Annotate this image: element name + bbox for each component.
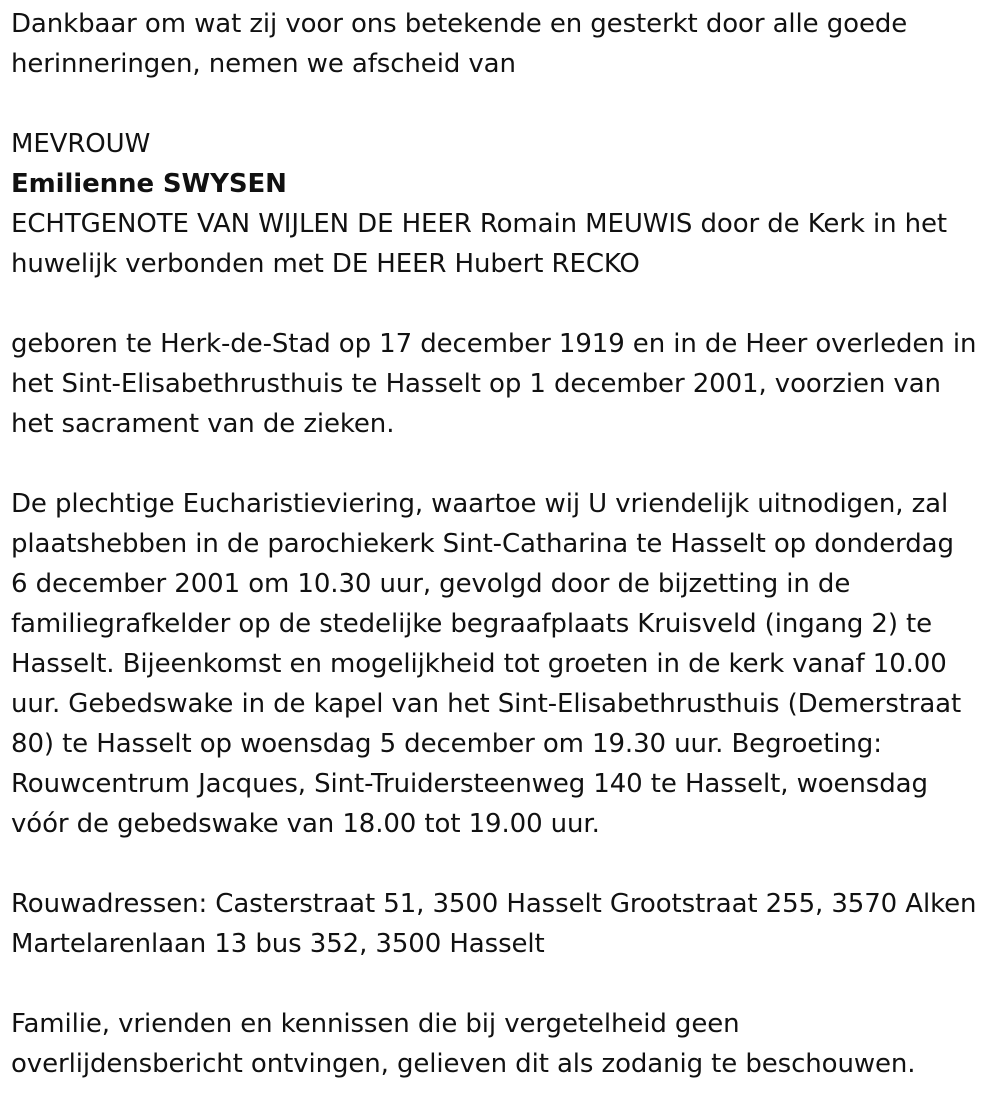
intro-line-1: Dankbaar om wat zij voor ons betekende en gesterkt door alle goede [11,9,908,39]
closing-line-1: Familie, vrienden en kennissen die bij vergetelheid geen [11,1009,740,1039]
ceremony-line-1: De plechtige Eucharistieviering, waartoe wij U vriendelijk uitnodigen, zal [11,489,949,519]
addresses-line-2: Martelarenlaan 13 bus 352, 3500 Hasselt [11,929,545,959]
birth-death-line-1: geboren te Herk-de-Stad op 17 december 1919 en in de Heer overleden in [11,329,977,359]
ceremony-line-6: uur. Gebedswake in de kapel van het Sint-Elisabethrusthuis (Demerstraat [11,689,962,719]
birth-death-line-3: het sacrament van de zieken. [11,409,395,439]
birth-death-line-2: het Sint-Elisabethrusthuis te Hasselt op 1 december 2001, voorzien van [11,369,941,399]
birth-death-paragraph [11,324,996,444]
addresses-line-1: Rouwadressen: Casterstraat 51, 3500 Hasselt Grootstraat 255, 3570 Alken [11,889,977,919]
salutation-title: MEVROUW [11,129,151,159]
closing-line-2: overlijdensbericht ontvingen, gelieven dit als zodanig te beschouwen. [11,1049,916,1079]
ceremony-line-5: Hasselt. Bijeenkomst en mogelijkheid tot groeten in de kerk vanaf 10.00 [11,649,947,679]
spouse-line-1: ECHTGENOTE VAN WIJLEN DE HEER Romain MEUWIS door de Kerk in het [11,209,948,239]
spacer [11,444,996,484]
intro-paragraph [11,4,996,84]
spacer [11,84,996,124]
spacer [11,964,996,1004]
spouse-paragraph [11,204,996,284]
addresses-paragraph [11,884,996,964]
deceased-name: Emilienne SWYSEN [11,169,287,199]
obituary-document [11,0,996,1084]
ceremony-line-8: Rouwcentrum Jacques, Sint-Truidersteenweg 140 te Hasselt, woensdag [11,769,928,799]
spacer [11,844,996,884]
ceremony-line-2: plaatshebben in de parochiekerk Sint-Catharina te Hasselt op donderdag [11,529,954,559]
ceremony-line-3: 6 december 2001 om 10.30 uur, gevolgd door de bijzetting in de [11,569,851,599]
ceremony-line-9: vóór de gebedswake van 18.00 tot 19.00 uur. [11,809,600,839]
spouse-line-2: huwelijk verbonden met DE HEER Hubert RECKO [11,249,640,279]
spacer [11,284,996,324]
ceremony-paragraph [11,484,996,844]
intro-line-2: herinneringen, nemen we afscheid van [11,49,516,79]
ceremony-line-4: familiegrafkelder op de stedelijke begraafplaats Kruisveld (ingang 2) te [11,609,933,639]
closing-paragraph [11,1004,996,1084]
ceremony-line-7: 80) te Hasselt op woensdag 5 december om 19.30 uur. Begroeting: [11,729,882,759]
